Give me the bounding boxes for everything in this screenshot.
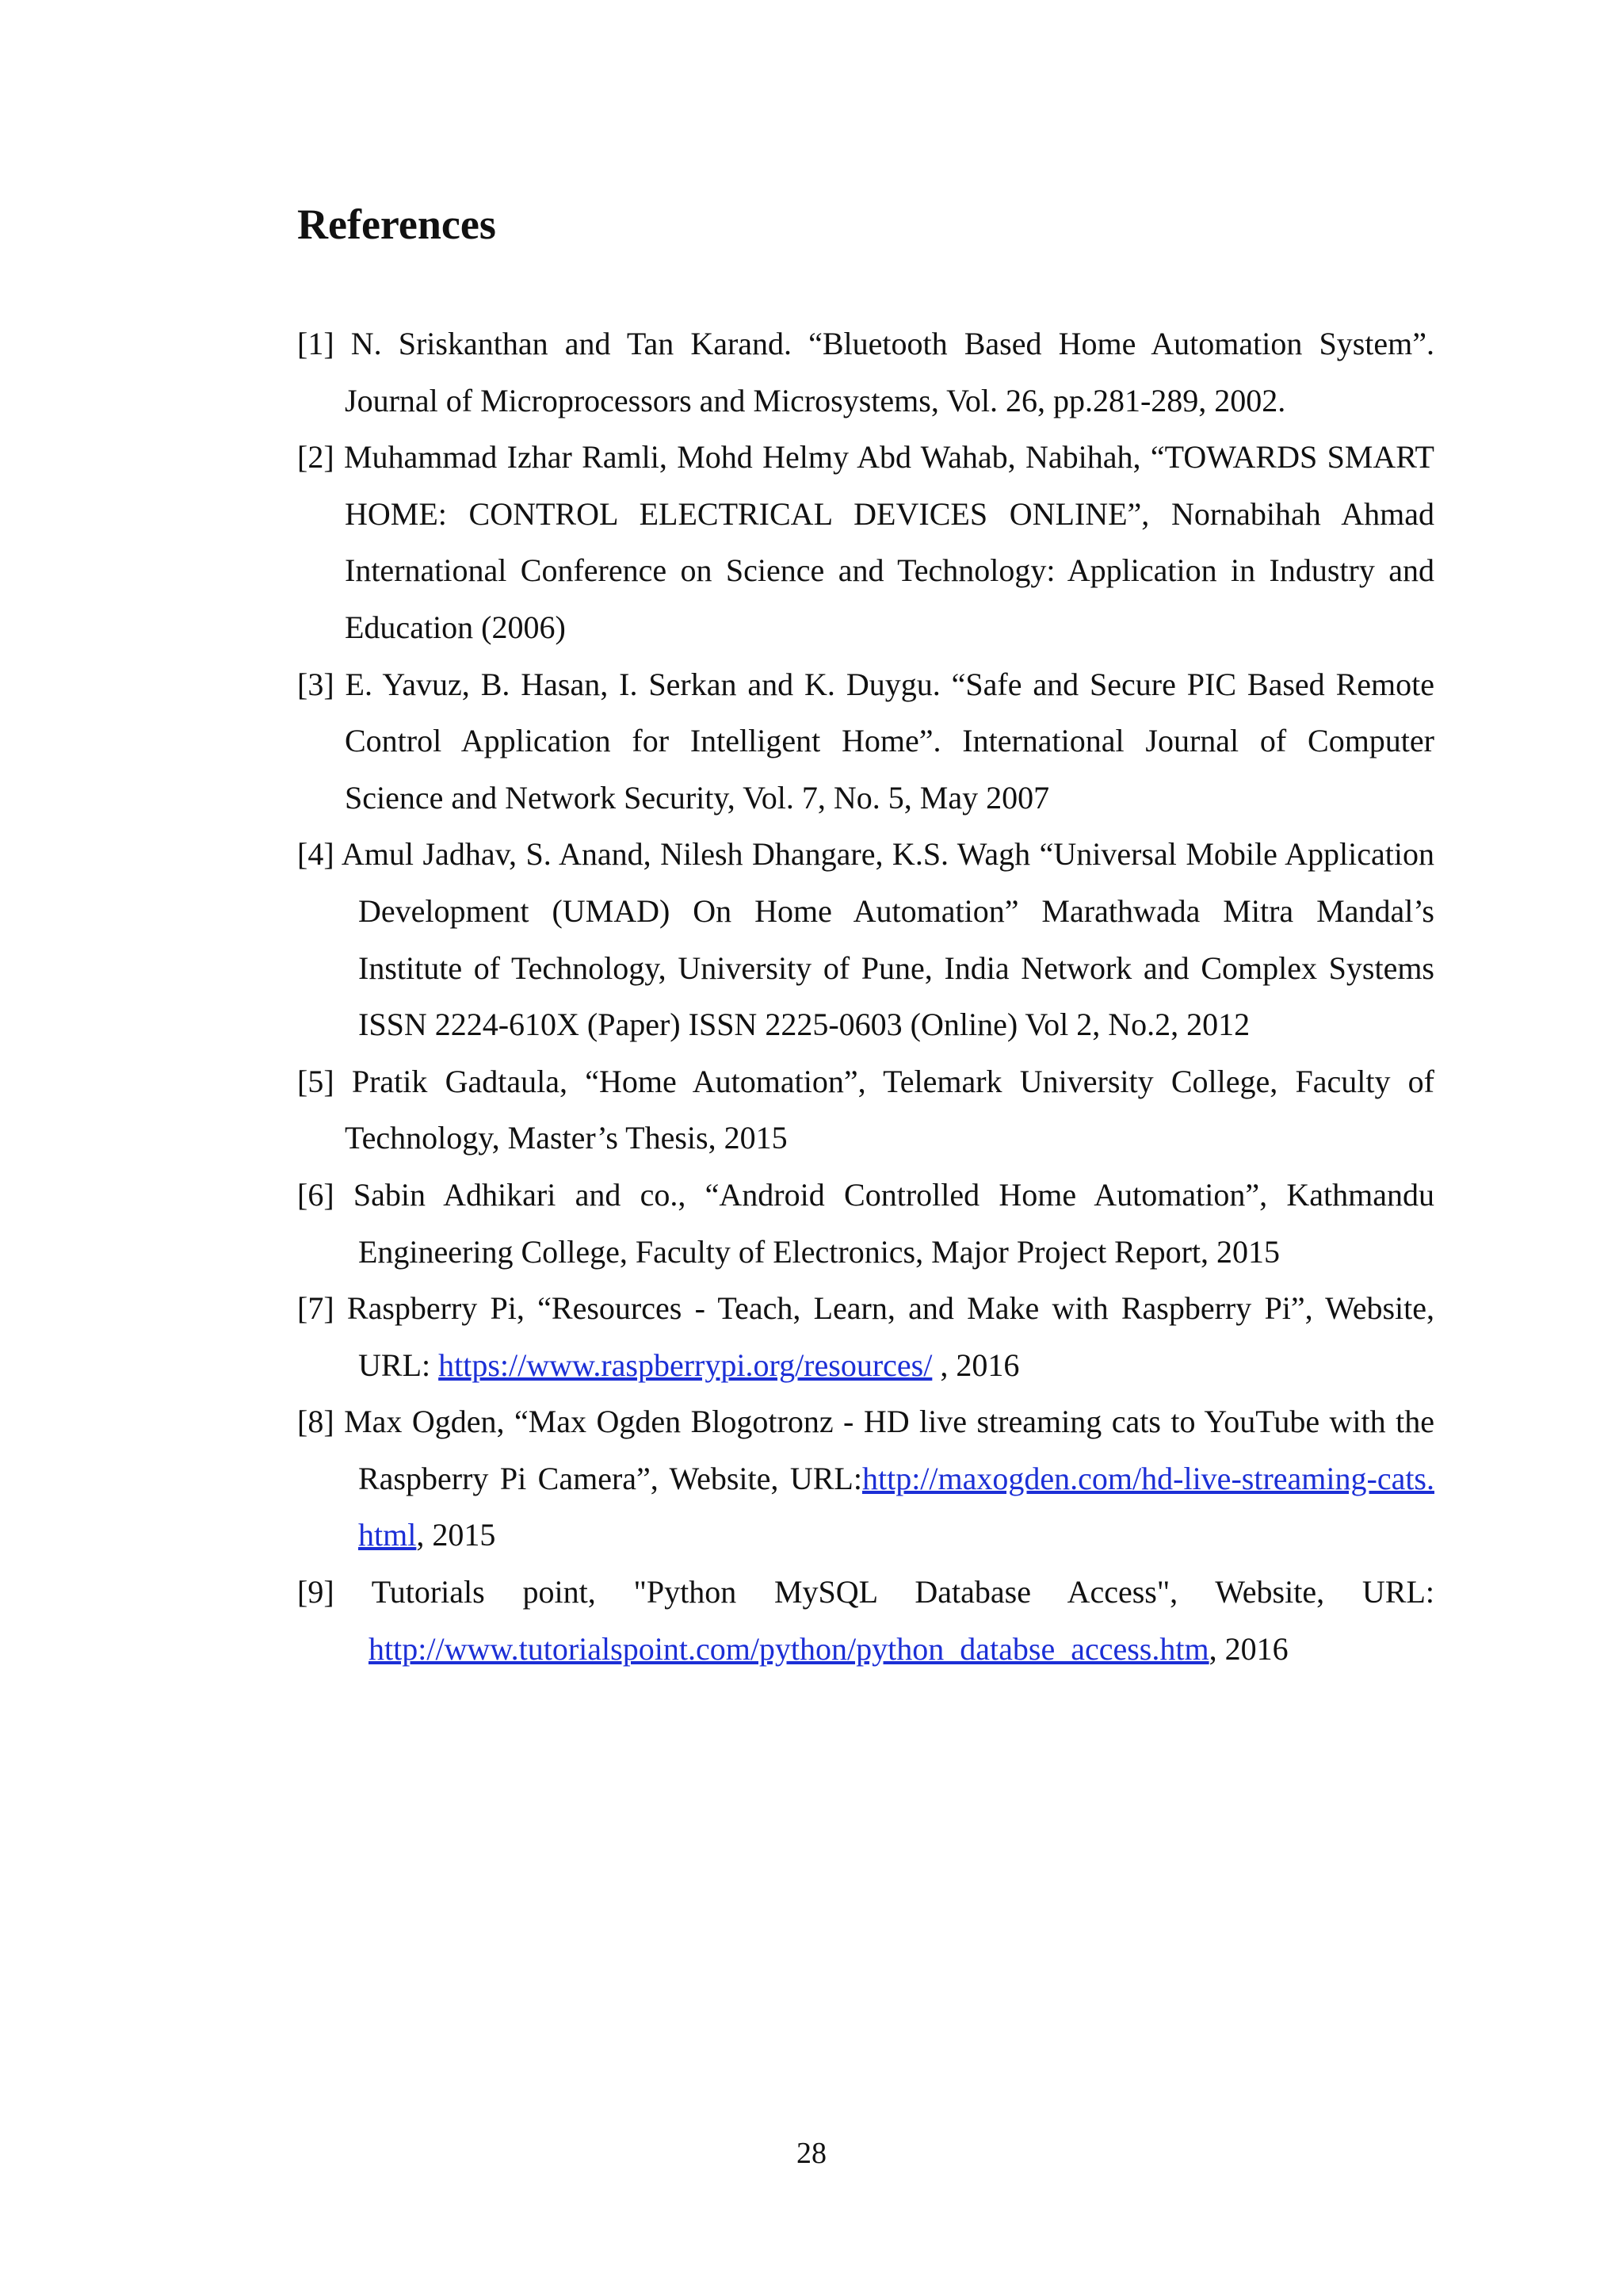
- reference-number: [2]: [297, 439, 334, 476]
- page-title: References: [297, 201, 496, 248]
- reference-number: [6]: [297, 1176, 334, 1213]
- reference-suffix: , 2016: [932, 1347, 1020, 1383]
- page-number: 28: [796, 2137, 827, 2170]
- reference-link[interactable]: http://www.tutorialspoint.com/python/python_databse_access.htm: [369, 1630, 1209, 1667]
- reference-item-1: [297, 315, 1434, 429]
- reference-suffix: , 2016: [1209, 1630, 1289, 1667]
- reference-text: Muhammad Izhar Ramli, Mohd Helmy Abd Wahab, Nabihah, “TOWARDS SMART HOME: CONTROL ELECTRICAL DEVICES ONLINE”, Nornabihah Ahmad International Conference on Science and Technology: Application in Industry and Education (2006): [334, 439, 1434, 645]
- reference-number: [9]: [297, 1574, 334, 1610]
- reference-item-8: [297, 1393, 1434, 1564]
- reference-suffix: , 2015: [416, 1517, 496, 1553]
- reference-link[interactable]: https://www.raspberrypi.org/resources/: [438, 1347, 933, 1383]
- reference-text: Pratik Gadtaula, “Home Automation”, Telemark University College, Faculty of Technology, Master’s Thesis, 2015: [334, 1063, 1434, 1156]
- reference-item-2: [297, 429, 1434, 655]
- reference-text: Tutorials point, "Python MySQL Database Access", Website, URL:: [334, 1574, 1434, 1610]
- reference-number: [8]: [297, 1404, 334, 1440]
- reference-text: E. Yavuz, B. Hasan, I. Serkan and K. Duygu. “Safe and Secure PIC Based Remote Control Application for Intelligent Home”. International Journal of Computer Science and Network Security, Vol. 7, No. 5, May 2007: [334, 666, 1434, 816]
- reference-text: Max Ogden, “Max Ogden Blogotronz - HD live streaming cats to YouTube with the Raspberry Pi Camera”, Website, URL:: [334, 1404, 1434, 1496]
- reference-number: [4]: [297, 836, 334, 873]
- reference-number: [1]: [297, 326, 334, 361]
- reference-item-9: [297, 1564, 1434, 1677]
- reference-list: [297, 315, 1434, 1677]
- reference-number: [7]: [297, 1290, 334, 1327]
- reference-item-7: [297, 1280, 1434, 1393]
- reference-item-3: [297, 656, 1434, 827]
- reference-text: Sabin Adhikari and co., “Android Controlled Home Automation”, Kathmandu Engineering College, Faculty of Electronics, Major Project Report, 2015: [334, 1176, 1434, 1270]
- reference-text: Amul Jadhav, S. Anand, Nilesh Dhangare, K.S. Wagh “Universal Mobile Application Development (UMAD) On Home Automation” Marathwada Mitra Mandal’s Institute of Technology, University of Pune, India Network and Complex Systems ISSN 2224-610X (Paper) ISSN 2225-0603 (Online) Vol 2, No.2, 2012: [334, 836, 1434, 1043]
- reference-item-5: [297, 1053, 1434, 1167]
- reference-item-4: [297, 826, 1434, 1052]
- reference-text: Raspberry Pi, “Resources - Teach, Learn, and Make with Raspberry Pi”, Website, URL:: [334, 1290, 1434, 1383]
- reference-text: N. Sriskanthan and Tan Karand. “Bluetooth Based Home Automation System”. Journal of Microprocessors and Microsystems, Vol. 26, pp.281-289, 2002.: [334, 326, 1434, 418]
- reference-number: [5]: [297, 1063, 334, 1099]
- reference-link[interactable]: http://maxogden.com/hd-live-streaming-cats.html: [358, 1460, 1434, 1553]
- reference-item-6: [297, 1167, 1434, 1280]
- reference-number: [3]: [297, 666, 334, 702]
